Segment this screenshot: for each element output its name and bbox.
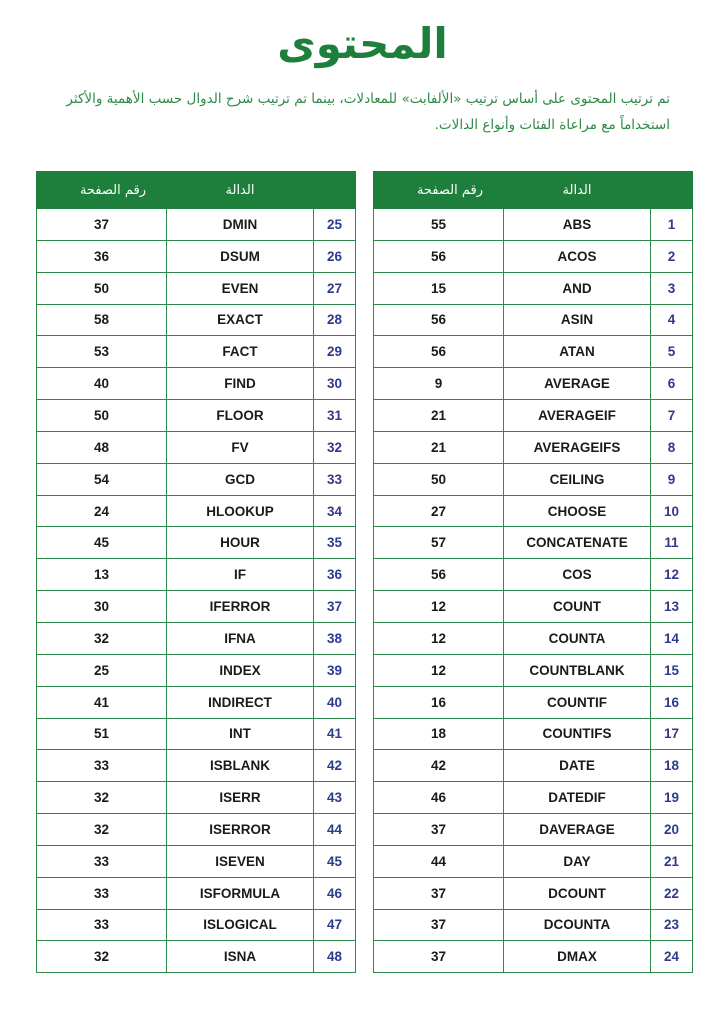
page-number-cell: 46	[374, 782, 504, 814]
index-number-cell: 44	[314, 814, 356, 846]
index-number-cell: 38	[314, 622, 356, 654]
index-number-cell: 34	[314, 495, 356, 527]
table-row	[37, 909, 356, 941]
contents-table-right	[373, 171, 693, 973]
page-number-cell: 44	[374, 845, 504, 877]
index-number-cell: 46	[314, 877, 356, 909]
header-page-number: رقم الصفحة	[374, 172, 504, 209]
table-row	[374, 814, 693, 846]
table-row	[374, 941, 693, 973]
header-function: الدالة	[504, 172, 651, 209]
page-number-cell: 42	[374, 750, 504, 782]
index-number-cell: 39	[314, 654, 356, 686]
index-number-cell: 48	[314, 941, 356, 973]
index-number-cell: 3	[651, 272, 693, 304]
table-row	[37, 400, 356, 432]
function-name-cell: ISLOGICAL	[167, 909, 314, 941]
header-function: الدالة	[167, 172, 314, 209]
table-row	[37, 272, 356, 304]
function-name-cell: HOUR	[167, 527, 314, 559]
function-name-cell: DATEDIF	[504, 782, 651, 814]
page-number-cell: 37	[374, 909, 504, 941]
index-number-cell: 37	[314, 591, 356, 623]
index-number-cell: 18	[651, 750, 693, 782]
table-row	[374, 845, 693, 877]
page-number-cell: 51	[37, 718, 167, 750]
table-row	[37, 209, 356, 241]
page-number-cell: 33	[37, 909, 167, 941]
table-row	[374, 877, 693, 909]
page-number-cell: 56	[374, 240, 504, 272]
index-number-cell: 13	[651, 591, 693, 623]
function-name-cell: COUNTA	[504, 622, 651, 654]
header-page-number: رقم الصفحة	[37, 172, 167, 209]
table-row	[37, 782, 356, 814]
table-row	[37, 431, 356, 463]
page-number-cell: 55	[374, 209, 504, 241]
page-number-cell: 50	[374, 463, 504, 495]
page-number-cell: 37	[374, 814, 504, 846]
function-name-cell: ATAN	[504, 336, 651, 368]
index-number-cell: 35	[314, 527, 356, 559]
function-name-cell: COUNTIF	[504, 686, 651, 718]
table-row	[374, 909, 693, 941]
table-row	[37, 622, 356, 654]
function-name-cell: DAY	[504, 845, 651, 877]
table-row	[374, 527, 693, 559]
table-row	[37, 336, 356, 368]
index-number-cell: 12	[651, 559, 693, 591]
page-number-cell: 56	[374, 559, 504, 591]
index-number-cell: 22	[651, 877, 693, 909]
index-number-cell: 2	[651, 240, 693, 272]
table-row	[374, 654, 693, 686]
function-name-cell: DCOUNT	[504, 877, 651, 909]
table-row	[37, 591, 356, 623]
index-number-cell: 36	[314, 559, 356, 591]
index-number-cell: 14	[651, 622, 693, 654]
page-number-cell: 56	[374, 336, 504, 368]
function-name-cell: AVERAGEIFS	[504, 431, 651, 463]
table-row	[37, 654, 356, 686]
function-name-cell: FACT	[167, 336, 314, 368]
page-number-cell: 32	[37, 814, 167, 846]
table-row	[374, 336, 693, 368]
index-number-cell: 11	[651, 527, 693, 559]
function-name-cell: EXACT	[167, 304, 314, 336]
index-number-cell: 26	[314, 240, 356, 272]
table-row	[37, 368, 356, 400]
table-row	[37, 495, 356, 527]
table-row	[37, 686, 356, 718]
table-row	[37, 941, 356, 973]
function-name-cell: ABS	[504, 209, 651, 241]
index-number-cell: 17	[651, 718, 693, 750]
table-row	[374, 400, 693, 432]
table-row	[374, 591, 693, 623]
function-name-cell: DSUM	[167, 240, 314, 272]
function-name-cell: INDEX	[167, 654, 314, 686]
page-number-cell: 45	[37, 527, 167, 559]
index-number-cell: 24	[651, 941, 693, 973]
function-name-cell: ISBLANK	[167, 750, 314, 782]
page-number-cell: 37	[374, 941, 504, 973]
function-name-cell: AND	[504, 272, 651, 304]
function-name-cell: EVEN	[167, 272, 314, 304]
table-row	[374, 559, 693, 591]
page-number-cell: 21	[374, 400, 504, 432]
table-header-row	[37, 172, 356, 209]
page-number-cell: 32	[37, 622, 167, 654]
page-number-cell: 56	[374, 304, 504, 336]
index-number-cell: 31	[314, 400, 356, 432]
table-row	[374, 782, 693, 814]
function-name-cell: ACOS	[504, 240, 651, 272]
function-name-cell: FLOOR	[167, 400, 314, 432]
table-row	[374, 368, 693, 400]
index-number-cell: 16	[651, 686, 693, 718]
page-number-cell: 12	[374, 654, 504, 686]
page-number-cell: 54	[37, 463, 167, 495]
function-name-cell: COUNTBLANK	[504, 654, 651, 686]
page-number-cell: 53	[37, 336, 167, 368]
index-number-cell: 27	[314, 272, 356, 304]
table-row	[37, 463, 356, 495]
table-row	[37, 240, 356, 272]
page-number-cell: 12	[374, 622, 504, 654]
page-number-cell: 50	[37, 400, 167, 432]
table-row	[37, 750, 356, 782]
function-name-cell: DATE	[504, 750, 651, 782]
function-name-cell: IFERROR	[167, 591, 314, 623]
table-row	[374, 495, 693, 527]
table-row	[37, 845, 356, 877]
index-number-cell: 8	[651, 431, 693, 463]
function-name-cell: ASIN	[504, 304, 651, 336]
index-number-cell: 29	[314, 336, 356, 368]
function-name-cell: CEILING	[504, 463, 651, 495]
index-number-cell: 45	[314, 845, 356, 877]
page-number-cell: 33	[37, 750, 167, 782]
page-number-cell: 33	[37, 877, 167, 909]
page-title: المحتوى	[277, 19, 448, 68]
index-number-cell: 28	[314, 304, 356, 336]
function-name-cell: IF	[167, 559, 314, 591]
index-number-cell: 33	[314, 463, 356, 495]
index-number-cell: 10	[651, 495, 693, 527]
header-index	[651, 172, 693, 209]
index-number-cell: 20	[651, 814, 693, 846]
page-number-cell: 32	[37, 941, 167, 973]
contents-table-left	[36, 171, 356, 973]
page-number-cell: 27	[374, 495, 504, 527]
table-row	[374, 240, 693, 272]
page-number-cell: 12	[374, 591, 504, 623]
function-name-cell: DMAX	[504, 941, 651, 973]
page-number-cell: 21	[374, 431, 504, 463]
page-number-cell: 24	[37, 495, 167, 527]
function-name-cell: ISEVEN	[167, 845, 314, 877]
page-number-cell: 18	[374, 718, 504, 750]
page-number-cell: 37	[374, 877, 504, 909]
index-number-cell: 25	[314, 209, 356, 241]
table-row	[37, 877, 356, 909]
function-name-cell: COUNTIFS	[504, 718, 651, 750]
table-row	[37, 559, 356, 591]
function-name-cell: DCOUNTA	[504, 909, 651, 941]
function-name-cell: AVERAGE	[504, 368, 651, 400]
table-row	[374, 209, 693, 241]
table-row	[374, 718, 693, 750]
function-name-cell: CONCATENATE	[504, 527, 651, 559]
header-index	[314, 172, 356, 209]
page-number-cell: 41	[37, 686, 167, 718]
index-number-cell: 43	[314, 782, 356, 814]
page-number-cell: 9	[374, 368, 504, 400]
index-number-cell: 15	[651, 654, 693, 686]
function-name-cell: CHOOSE	[504, 495, 651, 527]
page-number-cell: 58	[37, 304, 167, 336]
function-name-cell: ISFORMULA	[167, 877, 314, 909]
intro-paragraph: تم ترتيب المحتوى على أساس ترتيب «الألفابت» للمعادلات، بينما تم ترتيب شرح الدوال حسب الأهمية والأكثر استخداماً مع مراعاة الفئات وأنواع الدالات.	[66, 91, 670, 133]
page-number-cell: 16	[374, 686, 504, 718]
page-number-cell: 32	[37, 782, 167, 814]
table-row	[374, 750, 693, 782]
function-name-cell: HLOOKUP	[167, 495, 314, 527]
page-number-cell: 37	[37, 209, 167, 241]
index-number-cell: 42	[314, 750, 356, 782]
function-name-cell: DMIN	[167, 209, 314, 241]
page-number-cell: 33	[37, 845, 167, 877]
function-name-cell: COS	[504, 559, 651, 591]
table-row	[374, 304, 693, 336]
table-row	[374, 272, 693, 304]
page-number-cell: 50	[37, 272, 167, 304]
function-name-cell: DAVERAGE	[504, 814, 651, 846]
page-number-cell: 36	[37, 240, 167, 272]
index-number-cell: 6	[651, 368, 693, 400]
index-number-cell: 47	[314, 909, 356, 941]
index-number-cell: 40	[314, 686, 356, 718]
table-row	[374, 622, 693, 654]
table-row	[37, 814, 356, 846]
function-name-cell: GCD	[167, 463, 314, 495]
function-name-cell: ISNA	[167, 941, 314, 973]
function-name-cell: AVERAGEIF	[504, 400, 651, 432]
table-row	[37, 304, 356, 336]
page-number-cell: 25	[37, 654, 167, 686]
function-name-cell: COUNT	[504, 591, 651, 623]
index-number-cell: 19	[651, 782, 693, 814]
index-number-cell: 21	[651, 845, 693, 877]
page-number-cell: 30	[37, 591, 167, 623]
table-row	[37, 527, 356, 559]
index-number-cell: 23	[651, 909, 693, 941]
index-number-cell: 30	[314, 368, 356, 400]
function-name-cell: IFNA	[167, 622, 314, 654]
index-number-cell: 5	[651, 336, 693, 368]
index-number-cell: 32	[314, 431, 356, 463]
function-name-cell: FV	[167, 431, 314, 463]
table-row	[374, 431, 693, 463]
index-number-cell: 9	[651, 463, 693, 495]
function-name-cell: INT	[167, 718, 314, 750]
index-number-cell: 1	[651, 209, 693, 241]
table-header-row	[374, 172, 693, 209]
index-number-cell: 4	[651, 304, 693, 336]
table-row	[37, 718, 356, 750]
function-name-cell: INDIRECT	[167, 686, 314, 718]
index-number-cell: 41	[314, 718, 356, 750]
page-number-cell: 48	[37, 431, 167, 463]
page-number-cell: 40	[37, 368, 167, 400]
table-row	[374, 686, 693, 718]
page-number-cell: 15	[374, 272, 504, 304]
table-row	[374, 463, 693, 495]
function-name-cell: ISERR	[167, 782, 314, 814]
function-name-cell: FIND	[167, 368, 314, 400]
page-number-cell: 57	[374, 527, 504, 559]
index-number-cell: 7	[651, 400, 693, 432]
function-name-cell: ISERROR	[167, 814, 314, 846]
page-number-cell: 13	[37, 559, 167, 591]
